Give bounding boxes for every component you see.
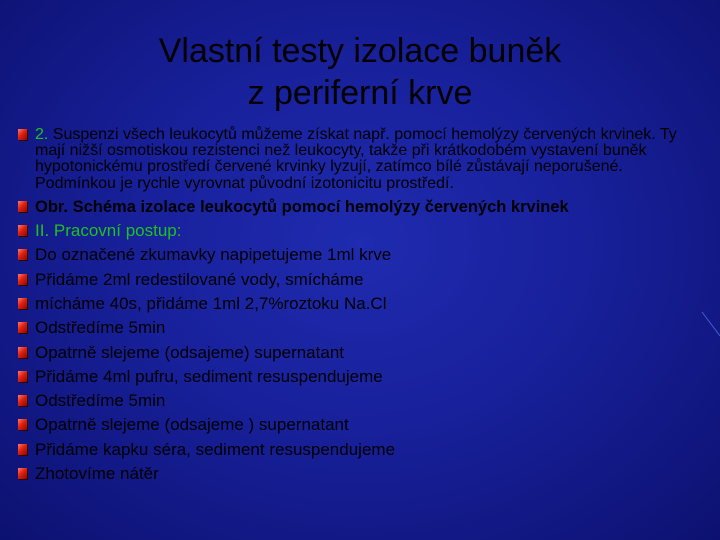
bullet-list [18,124,708,486]
bullet-heading: II. Pracovní postup: [35,221,182,241]
decorative-line-icon [700,310,720,340]
bullet-text: Opatrně slejeme (odsajeme ) supernatant [35,415,349,435]
bullet-marker-icon [18,298,27,309]
slide-title [60,30,660,114]
bullet-item [18,438,708,462]
slide-title-line-2: z periferní krve [247,74,473,112]
bullet-number: 2. [35,126,49,143]
slide-title-line-1: Vlastní testy izolace buněk [158,32,562,70]
bullet-marker-icon [18,371,27,382]
bullet-item [18,316,708,340]
bullet-text: Odstředíme 5min [35,318,166,338]
bullet-item [18,341,708,365]
bullet-item [18,195,708,219]
bullet-marker-icon [18,274,27,285]
bullet-marker-icon [18,249,27,260]
bullet-item [18,389,708,413]
bullet-text: Odstředíme 5min [35,391,166,411]
bullet-text: Opatrně slejeme (odsajeme) supernatant [35,342,344,362]
bullet-marker-icon [18,201,27,212]
bullet-item [18,413,708,437]
bullet-marker-icon [18,225,27,236]
bullet-text: Přidáme 2ml redestilované vody, smícháme [35,269,364,289]
bullet-marker-icon [18,395,27,406]
bullet-text: Do označené zkumavky napipetujeme 1ml krve [35,245,392,265]
bullet-item [18,219,708,243]
bullet-marker-icon [18,468,27,479]
bullet-marker-icon [18,419,27,430]
bullet-item [18,268,708,292]
bullet-text: Přidáme 4ml pufru, sediment resuspendujeme [35,366,383,386]
bullet-marker-icon [18,444,27,455]
bullet-text: mícháme 40s, přidáme 1ml 2,7%roztoku Na.Cl [35,294,387,313]
bullet-item [18,124,708,195]
bullet-text: Přidáme kapku séra, sediment resuspendujeme [35,439,396,459]
bullet-text: Suspenzi všech leukocytů můžeme získat např. pomocí hemolýzy červených krvinek. Ty mají nižší osmotiskou rezistenci než leukocyty, takže při krátkodobém vystavení buněk hypotonickému prostředí červené krvinky lyzují, zatímco bílé zůstávají neporušené. Podmínkou je rychle vyrovnat původní izotonicitu prostředí. [35,126,677,192]
bullet-item [18,292,708,316]
bullet-text: Zhotovíme nátěr [35,464,159,484]
bullet-marker-icon [18,347,27,358]
bullet-item [18,243,708,267]
bullet-marker-icon [18,322,27,333]
bullet-item [18,462,708,486]
bullet-marker-icon [18,129,27,140]
bullet-item [18,365,708,389]
bullet-text: Obr. Schéma izolace leukocytů pomocí hemolýzy červených krvinek [35,197,569,216]
